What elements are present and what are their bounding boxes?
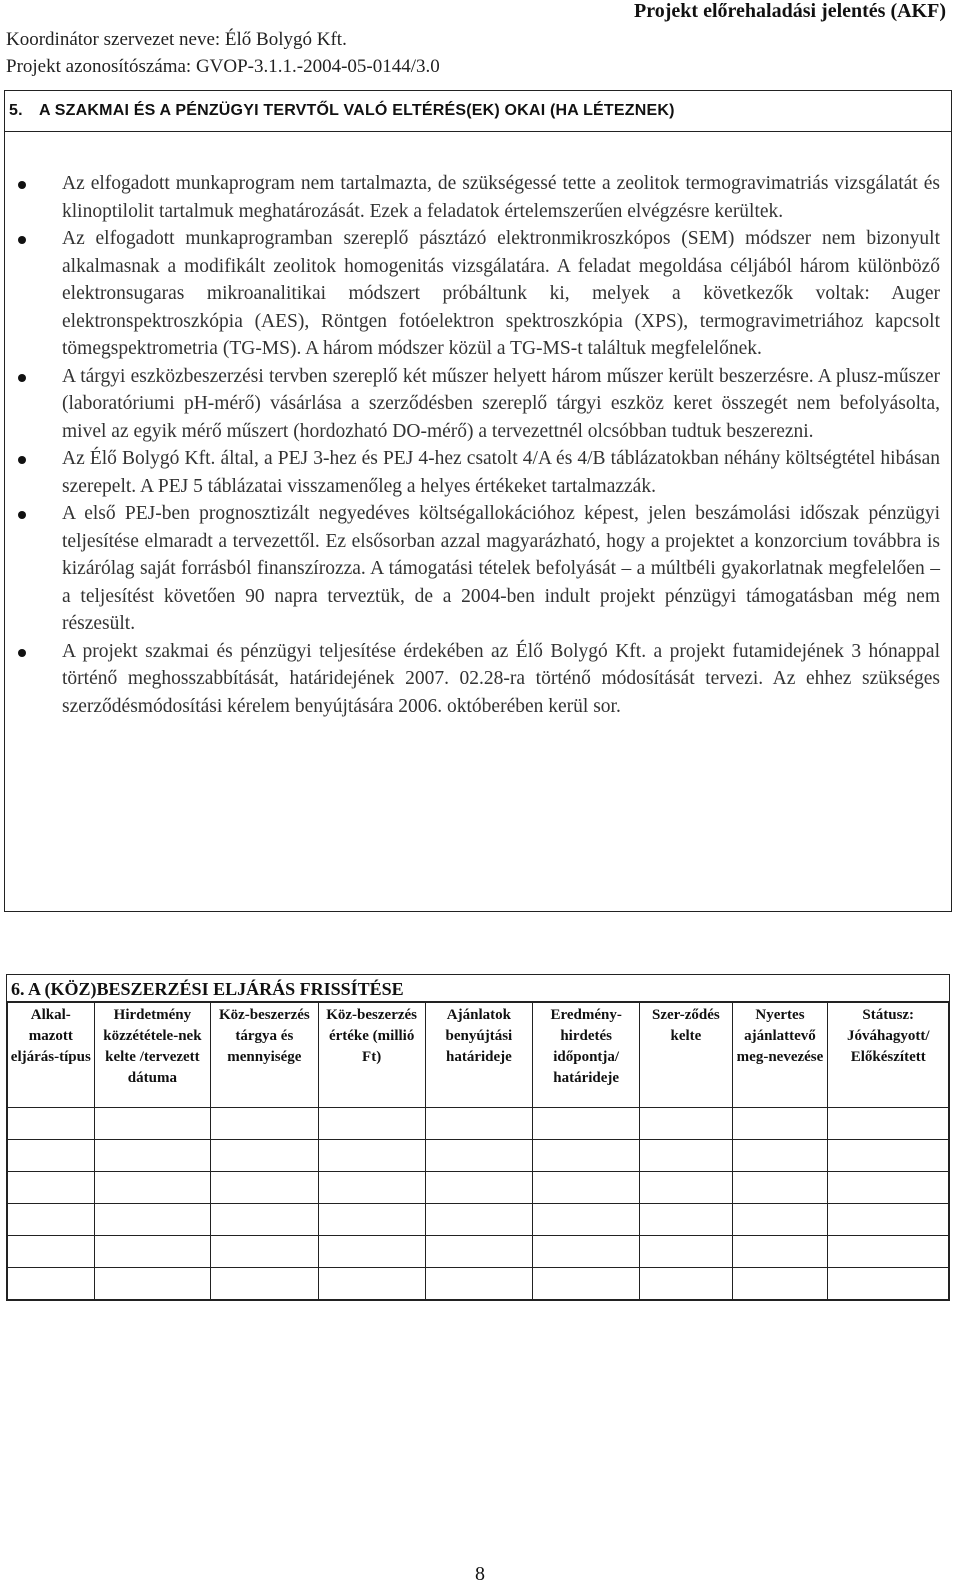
column-header: Hirdetmény közzététele-nek kelte /tervezett dátuma <box>94 1003 211 1108</box>
table-cell <box>211 1236 318 1268</box>
table-cell <box>425 1236 532 1268</box>
table-cell <box>94 1204 211 1236</box>
table-cell <box>94 1268 211 1300</box>
table-cell <box>211 1204 318 1236</box>
table-header-row <box>8 1003 949 1108</box>
table-cell <box>425 1204 532 1236</box>
table-cell <box>732 1172 828 1204</box>
table-cell <box>318 1140 425 1172</box>
section-5-box <box>4 90 952 912</box>
column-header: Köz-beszerzés értéke (millió Ft) <box>318 1003 425 1108</box>
table-cell <box>94 1140 211 1172</box>
list-item: Az Élő Bolygó Kft. által, a PEJ 3-hez és PEJ 4-hez csatolt 4/A és 4/B táblázatokban néhány költségtétel hibásan szerepelt. A PEJ 5 táblázatai visszamenőleg a helyes értékeket tartalmazzák. <box>5 445 951 500</box>
table-cell <box>8 1172 95 1204</box>
section-5-title <box>5 91 951 132</box>
table-row <box>8 1172 949 1204</box>
table-cell <box>8 1204 95 1236</box>
table-cell <box>8 1140 95 1172</box>
column-header: Eredmény-hirdetés időpontja/ határideje <box>533 1003 640 1108</box>
coordinator-name: Koordinátor szervezet neve: Élő Bolygó Kft. <box>6 29 347 50</box>
table-cell <box>425 1268 532 1300</box>
table-cell <box>94 1236 211 1268</box>
table-cell <box>640 1172 732 1204</box>
list-item: Az elfogadott munkaprogram nem tartalmazta, de szükségessé tette a zeolitok termogravimatriás vizsgálatát és klinoptilolit tartalmuk meghatározását. Ezek a feladatok értelemszerűen elvégzésre kerültek. <box>5 170 951 225</box>
column-header: Ajánlatok benyújtási határideje <box>425 1003 532 1108</box>
table-cell <box>732 1236 828 1268</box>
section-6-box <box>6 974 950 1301</box>
section-5-heading: A SZAKMAI ÉS A PÉNZÜGYI TERVTŐL VALÓ ELTÉRÉS(EK) OKAI (HA LÉTEZNEK) <box>39 102 675 119</box>
table-cell <box>425 1108 532 1140</box>
table-row <box>8 1140 949 1172</box>
table-cell <box>828 1140 949 1172</box>
table-cell <box>732 1204 828 1236</box>
list-item: A tárgyi eszközbeszerzési tervben szereplő két műszer helyett három műszer került beszerzésre. A plusz-műszer (laboratóriumi pH-mérő) vásárlása a szerződésben szereplő tárgyi eszköz keret összegét nem befolyásolta, mivel az egyik mérő műszert (hordozható DO-mérő) a tervezettnél olcsóbban tudtuk beszerezni. <box>5 363 951 446</box>
table-cell <box>8 1236 95 1268</box>
list-item: Az elfogadott munkaprogramban szereplő pásztázó elektronmikroszkópos (SEM) módszer nem bizonyult alkalmasnak a modifikált zeolitok homogenitás vizsgálatára. A feladat megoldása céljából három különböző elektronsugaras mikroanalitikai módszert próbáltunk ki, melyek a következők voltak: Auger elektronspektroszkópia (AES), Röntgen fotóelektron spektroszkópia (XPS), termogravimetriához kapcsolt tömegspektrometria (TG-MS). A három módszer közül a TG-MS-t találtuk megfelelőnek. <box>5 225 951 363</box>
column-header: Nyertes ajánlattevő meg-nevezése <box>732 1003 828 1108</box>
table-cell <box>828 1204 949 1236</box>
table-cell <box>828 1108 949 1140</box>
table-row <box>8 1236 949 1268</box>
table-cell <box>211 1140 318 1172</box>
deviation-list <box>5 170 951 720</box>
table-cell <box>533 1108 640 1140</box>
table-cell <box>94 1172 211 1204</box>
table-cell <box>640 1204 732 1236</box>
document-header <box>6 26 440 80</box>
table-cell <box>640 1268 732 1300</box>
table-cell <box>318 1268 425 1300</box>
table-cell <box>318 1172 425 1204</box>
table-row <box>8 1204 949 1236</box>
list-item: A projekt szakmai és pénzügyi teljesítése érdekében az Élő Bolygó Kft. a projekt futamidejének 3 hónappal történő meghosszabbítását, határidejének 2007. 02.28-ra történő módosítását tervezi. Az ehhez szükséges szerződésmódosítási kérelem benyújtására 2006. októberében kerül sor. <box>5 638 951 721</box>
table-cell <box>640 1236 732 1268</box>
table-row <box>8 1108 949 1140</box>
page-number: 8 <box>475 1563 485 1585</box>
table-cell <box>533 1140 640 1172</box>
table-cell <box>533 1172 640 1204</box>
table-cell <box>318 1204 425 1236</box>
table-cell <box>732 1268 828 1300</box>
table-cell <box>425 1140 532 1172</box>
column-header: Szer-ződés kelte <box>640 1003 732 1108</box>
procurement-table <box>7 1002 949 1300</box>
section-6-title: 6. A (KÖZ)BESZERZÉSI ELJÁRÁS FRISSÍTÉSE <box>7 975 949 1002</box>
bullet-icon <box>18 374 26 382</box>
project-id: Projekt azonosítószáma: GVOP-3.1.1.-2004-05-0144/3.0 <box>6 56 440 77</box>
column-header: Alkal-mazott eljárás-típus <box>8 1003 95 1108</box>
bullet-icon <box>18 181 26 189</box>
column-header: Státusz: Jóváhagyott/ Előkészített <box>828 1003 949 1108</box>
table-cell <box>828 1236 949 1268</box>
table-cell <box>828 1268 949 1300</box>
table-cell <box>8 1268 95 1300</box>
table-cell <box>640 1108 732 1140</box>
table-cell <box>828 1172 949 1204</box>
report-title: Projekt előrehaladási jelentés (AKF) <box>634 0 946 22</box>
list-item: A első PEJ-ben prognosztizált negyedéves költségallokációhoz képest, jelen beszámolási időszak pénzügyi teljesítése elmaradt a tervezettől. Ez elsősorban azzal magyarázható, hogy a projektet a konzorcium továbbra is kizárólag saját forrásból finanszírozza. A támogatási tételek befolyását – a múltbéli gyakorlatnak megfelelően – a teljesítést követően 90 napra terveztük, de a 2004-ben indult projekt pénzügyi támogatásban még nem részesült. <box>5 500 951 638</box>
section-5-number: 5. <box>9 102 23 119</box>
bullet-icon <box>18 456 26 464</box>
table-cell <box>732 1108 828 1140</box>
table-cell <box>640 1140 732 1172</box>
table-cell <box>8 1108 95 1140</box>
table-cell <box>318 1236 425 1268</box>
bullet-icon <box>18 511 26 519</box>
table-cell <box>94 1108 211 1140</box>
table-row <box>8 1268 949 1300</box>
table-cell <box>425 1172 532 1204</box>
table-cell <box>533 1268 640 1300</box>
table-cell <box>533 1236 640 1268</box>
table-cell <box>211 1172 318 1204</box>
column-header: Köz-beszerzés tárgya és mennyisége <box>211 1003 318 1108</box>
table-cell <box>318 1108 425 1140</box>
bullet-icon <box>18 236 26 244</box>
table-cell <box>211 1268 318 1300</box>
bullet-icon <box>18 649 26 657</box>
table-cell <box>211 1108 318 1140</box>
table-cell <box>732 1140 828 1172</box>
table-cell <box>533 1204 640 1236</box>
